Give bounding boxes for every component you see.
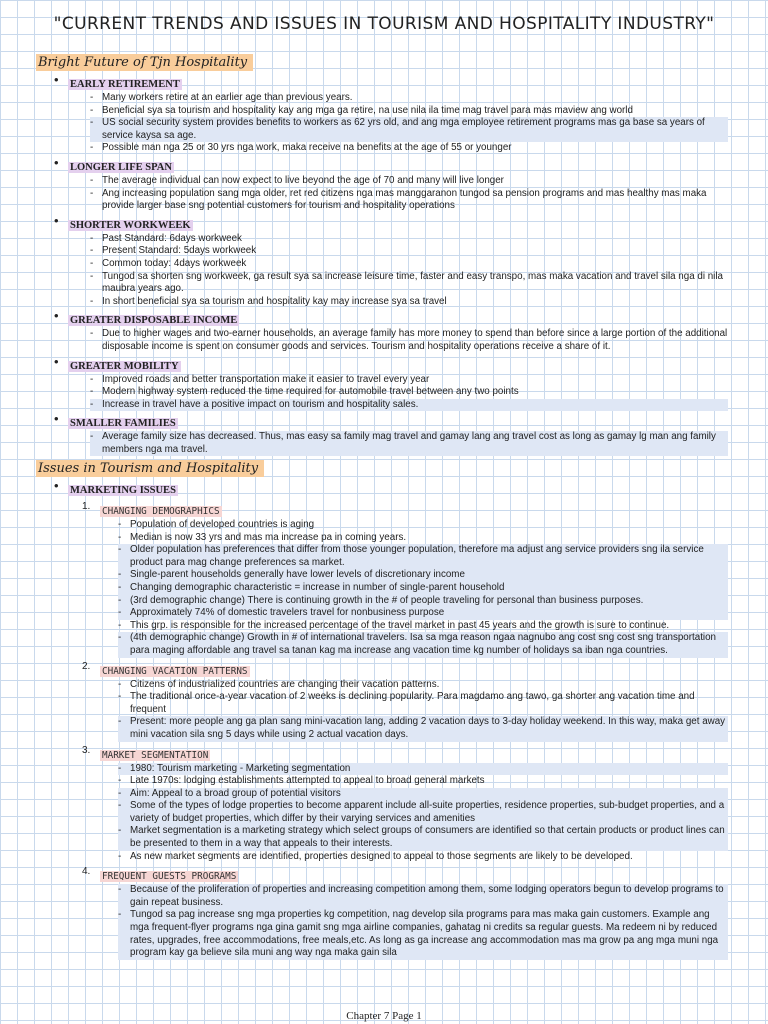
list-item: - Past Standard: 6days workweek xyxy=(90,233,728,246)
category-label: MARKETING ISSUES xyxy=(70,485,176,496)
page-footer: Chapter 7 Page 1 xyxy=(346,1010,422,1022)
subsection-frequent-guests-programs xyxy=(52,866,728,960)
list-item: - Market segmentation is a marketing strategy which select groups of consumers are identified so that certain products or product lines can be presented to them in a way that appeals to their interests. xyxy=(118,825,728,850)
list-item: - Median is now 33 yrs and mas ma increase pa in coming years. xyxy=(118,532,728,545)
subsection-label: CHANGING DEMOGRAPHICS xyxy=(102,506,220,517)
list-item: - Tungod sa pag increase sng mga properties kg competition, nag develop sila programs para mas maka gain customers. Example ang mga frequent-flyer programs nga gina gamit sng mga airline companies, gahatag ni credits sa regular guests. Ma redeem ni by reduced rates, upgrades, free accommodations, free meals,etc. As long as ga increase ang accommodation mas ma grow pa ang mga muni nga program kay ga believe sila muni ang way nga maka gain sila xyxy=(118,909,728,959)
list-item: - Population of developed countries is aging xyxy=(118,519,728,532)
list-item: - Due to higher wages and two-earner households, an average family has more money to spend than before since a large portion of the additional disposable income is spent on consumer goods and services. Tourism and hospitality operations receive a share of it. xyxy=(90,328,728,353)
subsection-changing-demographics xyxy=(52,501,728,658)
subsection-number: 3. xyxy=(82,744,91,756)
subsection-number: 2. xyxy=(82,660,91,672)
list-item: - US social security system provides benefits to workers as 62 yrs old, and ang mga employee retirement programs mas ga base sa years of service kaysa sa age. xyxy=(90,117,728,142)
category-marketing-issues xyxy=(52,480,728,498)
subsection-label: MARKET SEGMENTATION xyxy=(102,749,209,761)
list-item: - Ang increasing population sang mga older, ret red citizens nga mas manggaranon tungod sa pension programs and mas healthy mas maka provide larger base sng potential customers for tourism and hospitality operations xyxy=(90,188,728,213)
list-item: - Older population has preferences that differ from those younger population, therefore ma adjust ang service providers sng ila service product para mag change preferences sa market. xyxy=(118,544,728,569)
category-label: GREATER DISPOSABLE INCOME xyxy=(70,315,238,327)
category-longer-life-span xyxy=(52,157,728,213)
category-shorter-workweek xyxy=(52,215,728,309)
list-item: - Many workers retire at an earlier age than previous years. xyxy=(90,92,728,105)
list-item: - In short beneficial sya sa tourism and hospitality kay may increase sya sa travel xyxy=(90,296,728,309)
list-item: - Some of the types of lodge properties to become apparent include all-suite properties, residence properties, sub-budget properties, and a variety of budget properties, which differ by their varying services and amenities xyxy=(118,800,728,825)
list-item: - Present Standard: 5days workweek xyxy=(90,245,728,258)
list-item: - Aim: Appeal to a broad group of potential visitors xyxy=(118,788,728,801)
category-greater-disposable-income xyxy=(52,310,728,353)
list-item: - Late 1970s: lodging establishments attempted to appeal to broad general markets xyxy=(118,775,728,788)
list-item: - Increase in travel have a positive impact on tourism and hospitality sales. xyxy=(90,399,728,412)
category-label: SMALLER FAMILIES xyxy=(70,418,176,430)
category-label: LONGER LIFE SPAN xyxy=(70,161,172,173)
section-bright-future xyxy=(52,72,728,456)
subsection-number: 1. xyxy=(82,501,91,512)
list-item: - Beneficial sya sa tourism and hospitality kay ang mga ga retire, na use nila ila time mag travel para mas maview ang world xyxy=(90,105,728,118)
list-item: - This grp. is responsible for the increased percentage of the travel market in past 45 years and the growth is sure to continue. xyxy=(118,620,728,633)
category-early-retirement xyxy=(52,74,728,155)
list-item: - 1980: Tourism marketing - Marketing segmentation xyxy=(118,763,728,776)
list-item: - Approximately 74% of domestic travelers travel for nonbusiness purpose xyxy=(118,607,728,620)
list-item: - Citizens of industrialized countries are changing their vacation patterns. xyxy=(118,679,728,692)
subsection-label: FREQUENT GUESTS PROGRAMS xyxy=(102,871,237,883)
list-item: - (4th demographic change) Growth in # of international travelers. Isa sa mga reason ngaa nagnubo ang cost sng cost sng transportation para maging affordable ang travel sa tanan kag ma increase ang vacation time kg number of holidays sa iban nga countries. xyxy=(118,632,728,657)
list-item: - The average individual can now expect to live beyond the age of 70 and many will live longer xyxy=(90,175,728,188)
category-label: GREATER MOBILITY xyxy=(70,360,179,372)
list-item: - Present: more people ang ga plan sang mini-vacation lang, adding 2 vacation days to 3-day holiday weekend. In this way, maka get away mini vacation sila sng 5 days while using 2 actual vacation days. xyxy=(118,716,728,741)
list-item: - As new market segments are identified, properties designed to appeal to those segments are likely to be developed. xyxy=(118,851,728,864)
section-heading-issues: Issues in Tourism and Hospitality xyxy=(36,460,264,477)
category-greater-mobility xyxy=(52,356,728,412)
list-item: - Possible man nga 25 or 30 yrs nga work, maka receive na benefits at the age of 55 or younger xyxy=(90,142,728,155)
list-item: - Common today: 4days workweek xyxy=(90,258,728,271)
list-item: - Improved roads and better transportation make it easier to travel every year xyxy=(90,374,728,387)
subsection-market-segmentation xyxy=(52,745,728,864)
list-item: - Average family size has decreased. Thus, mas easy sa family mag travel and gamay lang ang travel cost as long as gamay lg man ang family members nga ma travel. xyxy=(90,431,728,456)
list-item: - Tungod sa shorten sng workweek, ga result sya sa increase leisure time, faster and easy transpo, mas maka vacation and travel sila nga di nila maubra years ago. xyxy=(90,271,728,296)
list-item: - (3rd demographic change) There is continuing growth in the # of people traveling for personal than business purposes. xyxy=(118,595,728,608)
subsection-number: 4. xyxy=(82,866,91,878)
section-issues xyxy=(52,478,728,960)
list-item: - The traditional once-a-year vacation of 2 weeks is declining popularity. Para magdamo ang tawo, ga shorter ang vacation time and frequent xyxy=(118,691,728,716)
list-item: - Modern highway system reduced the time required for automobile travel between any two points xyxy=(90,386,728,399)
subsection-changing-vacation-patterns xyxy=(52,661,728,742)
category-smaller-families xyxy=(52,413,728,456)
category-label: EARLY RETIREMENT xyxy=(70,79,180,90)
list-item: - Single-parent households generally have lower levels of discretionary income xyxy=(118,569,728,582)
category-label: SHORTER WORKWEEK xyxy=(70,219,191,231)
list-item: - Because of the proliferation of properties and increasing competition among them, some lodging operators begun to develop programs to gain repeat business. xyxy=(118,884,728,909)
document-title: "CURRENT TRENDS AND ISSUES IN TOURISM AND HOSPITALITY INDUSTRY" xyxy=(53,14,715,34)
list-item: - Changing demographic characteristic = increase in number of single-parent household xyxy=(118,582,728,595)
subsection-label: CHANGING VACATION PATTERNS xyxy=(102,665,248,677)
section-heading-bright-future: Bright Future of Tjn Hospitality xyxy=(36,54,253,71)
